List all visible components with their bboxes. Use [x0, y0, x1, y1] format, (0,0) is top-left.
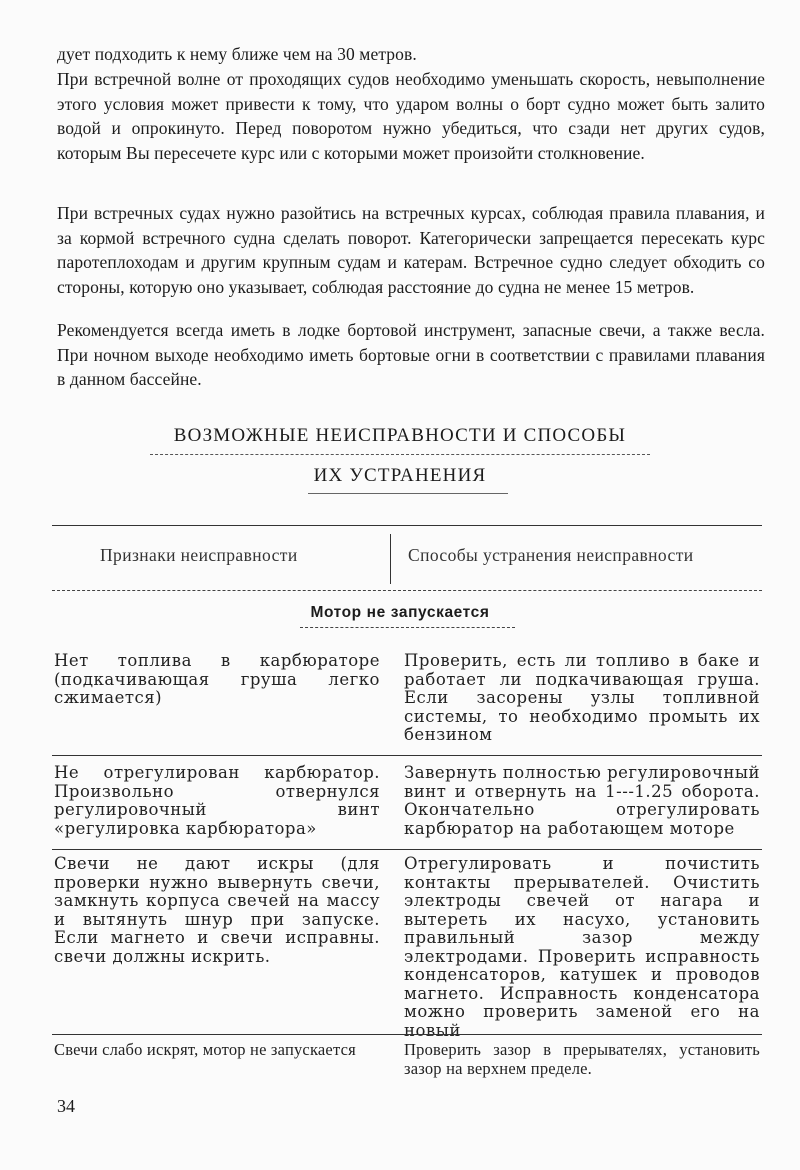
- table-row-divider: [52, 1034, 762, 1035]
- table-header-rule: [52, 590, 762, 591]
- paragraph-recommendations: Рекомендуется всегда иметь в лодке бортовой инструмент, запасные свечи, а также весла. При ночном выходе необходимо иметь бортовые огни в соответствии с правилами плавания в данном бассейне.: [57, 320, 765, 389]
- heading-underline-short: [308, 493, 508, 494]
- table-row-divider: [52, 755, 762, 756]
- table-cell-symptom: Нет топлива в карбюраторе (подкачивающая груша легко сжимается): [54, 651, 380, 707]
- column-header-remedies: Способы устранения неисправности: [408, 545, 694, 565]
- column-header-divider: [390, 534, 391, 584]
- section-heading-line2: ИХ УСТРАНЕНИЯ: [313, 465, 487, 486]
- table-row-divider: [52, 849, 762, 850]
- column-header-symptoms: Признаки неисправности: [100, 545, 298, 565]
- table-cell-remedy: Проверить зазор в прерывателях, установить зазор на верхнем пределе.: [404, 1040, 760, 1078]
- table-cell-symptom: Не отрегулирован карбюратор. Произвольно отвернулся регулировочный винт «регулировка карбюратора»: [54, 763, 380, 838]
- section-heading-line1: ВОЗМОЖНЫЕ НЕИСПРАВНОСТИ И СПОСОБЫ: [173, 425, 627, 446]
- paragraph-oncoming-wave: При встречной волне от проходящих судов необходимо уменьшать скорость, невыполнение этого условия может привести к тому, что ударом волны о борт судно может быть залито водой и опрокинуто. Перед поворотом нужно убедиться, что сзади нет других судов, которым Вы пересечете курс или с которыми может произойти столкновение.: [57, 69, 765, 163]
- table-cell-symptom: Свечи слабо искрят, мотор не запускается: [54, 1040, 356, 1059]
- table-cell-remedy: Завернуть полностью регулировочный винт и отвернуть на 1---1.25 оборота. Окончательно отрегулировать карбюратор на работающем моторе: [404, 763, 761, 838]
- paragraph-continuation: дует подходить к нему ближе чем на 30 метров.: [57, 44, 417, 64]
- table-cell-remedy: Проверить, есть ли топливо в баке и работает ли подкачивающая груша. Если засорены узлы топливной системы, то необходимо промыть их бензином: [404, 651, 760, 744]
- table-cell-symptom: Свечи не дают искры (для проверки нужно вывернуть свечи, замкнуть корпуса свечей на массу и вытянуть шнур при запуске. Если магнето и свечи исправны. свечи должны искрить.: [54, 854, 380, 966]
- table-top-rule: [52, 525, 762, 526]
- section-title-underline: [300, 627, 515, 628]
- page-number: 34: [57, 1096, 75, 1116]
- table-cell-remedy: Отрегулировать и почистить контакты прерывателей. Очистить электроды свечей от нагара и вытереть их насухо, установить правильный зазор между электродами. Проверить исправность конденсаторов, катушек и проводов магнето. Исправность конденсатора можно проверить заменой его на новый: [404, 854, 760, 1040]
- table-section-title: Мотор не запускается: [310, 604, 490, 621]
- heading-underline: [150, 454, 650, 455]
- paragraph-oncoming-vessels: При встречных судах нужно разойтись на встречных курсах, соблюдая правила плавания, и за кормой встречного судна сделать поворот. Категорически запрещается пересекать курс паротеплоходам и другим крупным судам и катерам. Встречное судно следует обходить со стороны, которую оно указывает, соблюдая расстояние до судна не менее 15 метров.: [57, 203, 765, 297]
